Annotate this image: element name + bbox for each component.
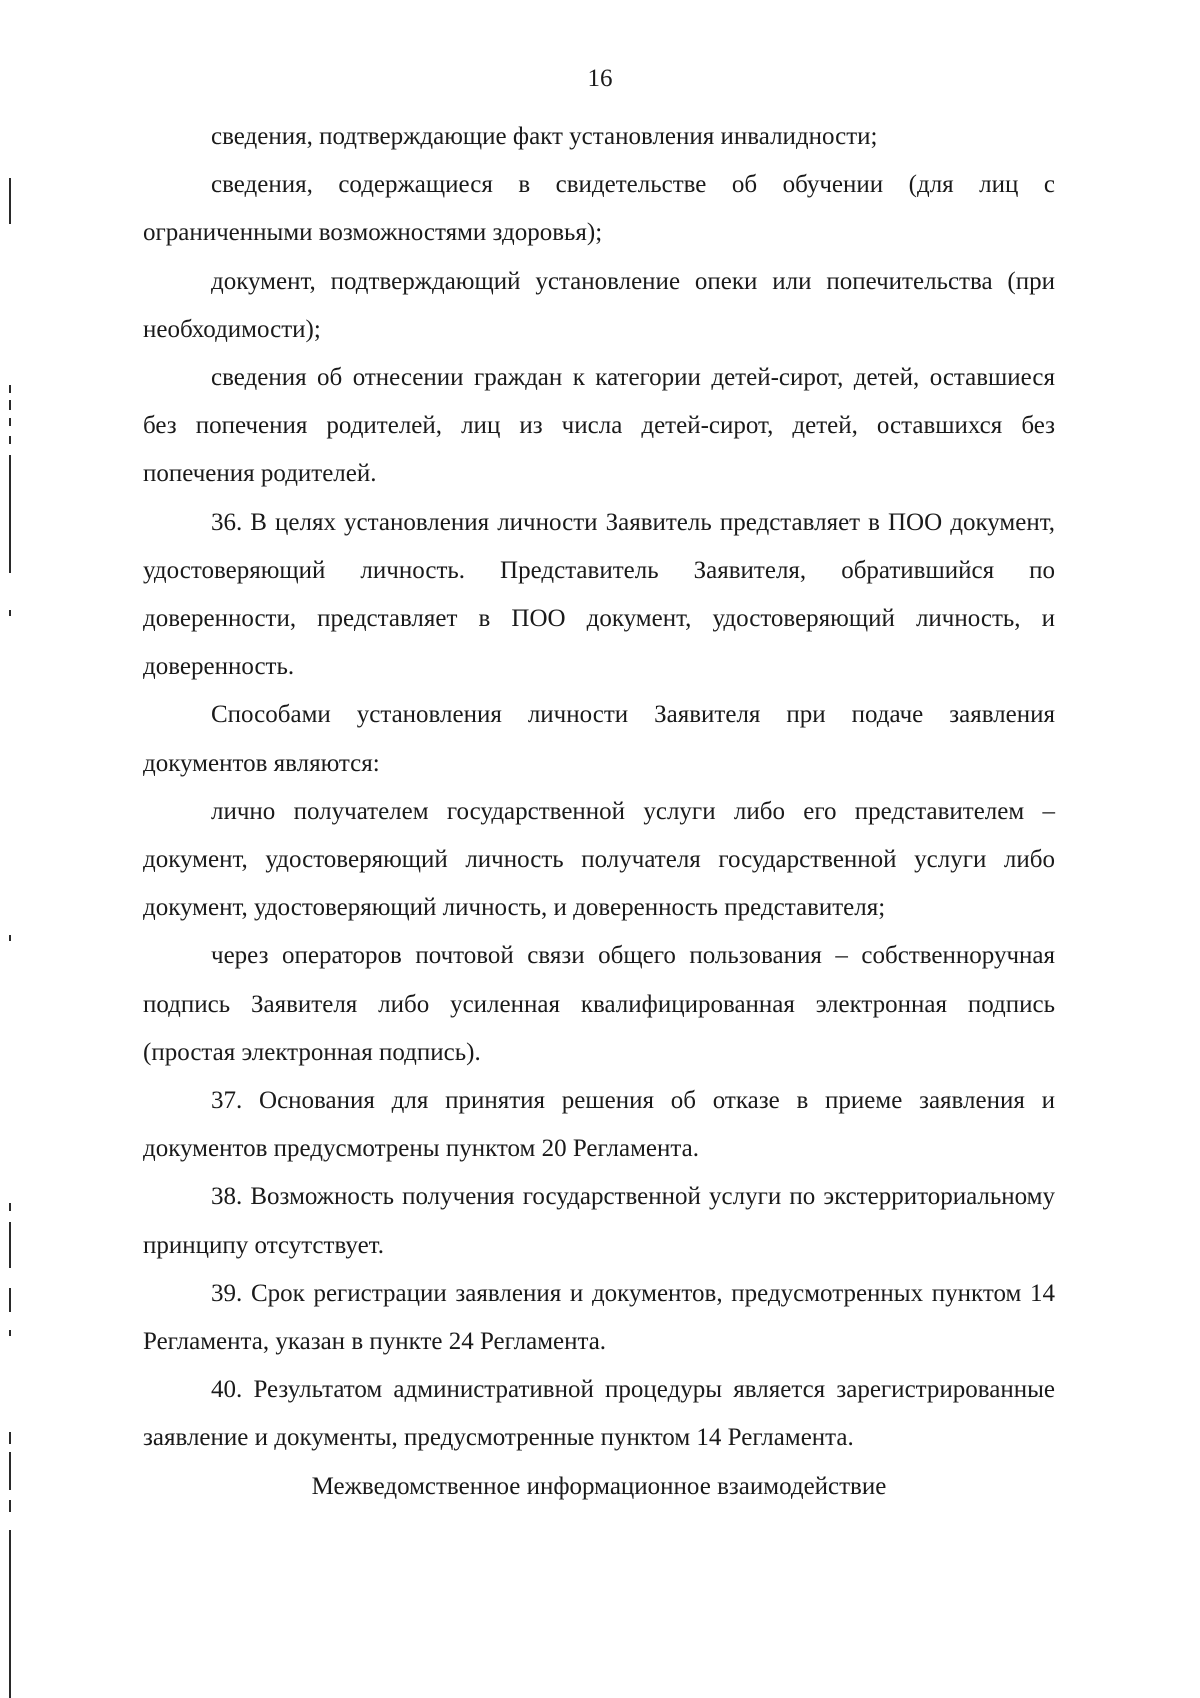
section-heading: Межведомственное информационное взаимодействие: [311, 1472, 887, 1500]
paragraph-education-certificate: сведения, содержащиеся в свидетельстве об обучении (для лиц с ограниченными возможностями здоровья);: [143, 171, 1055, 247]
scan-edge-marks: [0, 0, 20, 1698]
paragraph-item-37: 37. Основания для принятия решения об отказе в приеме заявления и документов предусмотрены пунктом 20 Регламента.: [143, 1087, 1055, 1163]
paragraph-in-person: лично получателем государственной услуги либо его представителем – документ, удостоверяющий личность получателя государственной услуги либо документ, удостоверяющий личность, и доверенность представителя;: [143, 797, 1055, 922]
paragraph-item-39: 39. Срок регистрации заявления и документов, предусмотренных пунктом 14 Регламента, указан в пункте 24 Регламента.: [143, 1279, 1055, 1356]
paragraph-item-36: 36. В целях установления личности Заявитель представляет в ПОО документ, удостоверяющий личность. Представитель Заявителя, обратившийся по доверенности, представляет в ПОО документ, удостоверяющий личность, и доверенность.: [143, 508, 1055, 681]
paragraph-orphan-status: сведения об отнесении граждан к категории детей-сирот, детей, оставшиеся без попечения родителей, лиц из числа детей-сирот, детей, оставшихся без попечения родителей.: [143, 364, 1055, 488]
paragraph-postal: через операторов почтовой связи общего пользования – собственноручная подпись Заявителя либо усиленная квалифицированная электронная подпись (простая электронная подпись).: [143, 942, 1055, 1066]
document-body: [143, 113, 1055, 1511]
paragraph-disability-info: сведения, подтверждающие факт установления инвалидности;: [211, 123, 878, 150]
page-number: 16: [587, 65, 613, 92]
paragraph-identification-methods: Способами установления личности Заявителя при подаче заявления документов являются:: [143, 701, 1055, 777]
paragraph-guardianship-document: документ, подтверждающий установление опеки или попечительства (при необходимости);: [143, 267, 1055, 343]
paragraph-item-40: 40. Результатом административной процедуры является зарегистрированные заявление и документы, предусмотренные пунктом 14 Регламента.: [143, 1376, 1055, 1452]
paragraph-item-38: 38. Возможность получения государственной услуги по экстерриториальному принципу отсутствует.: [143, 1183, 1055, 1259]
